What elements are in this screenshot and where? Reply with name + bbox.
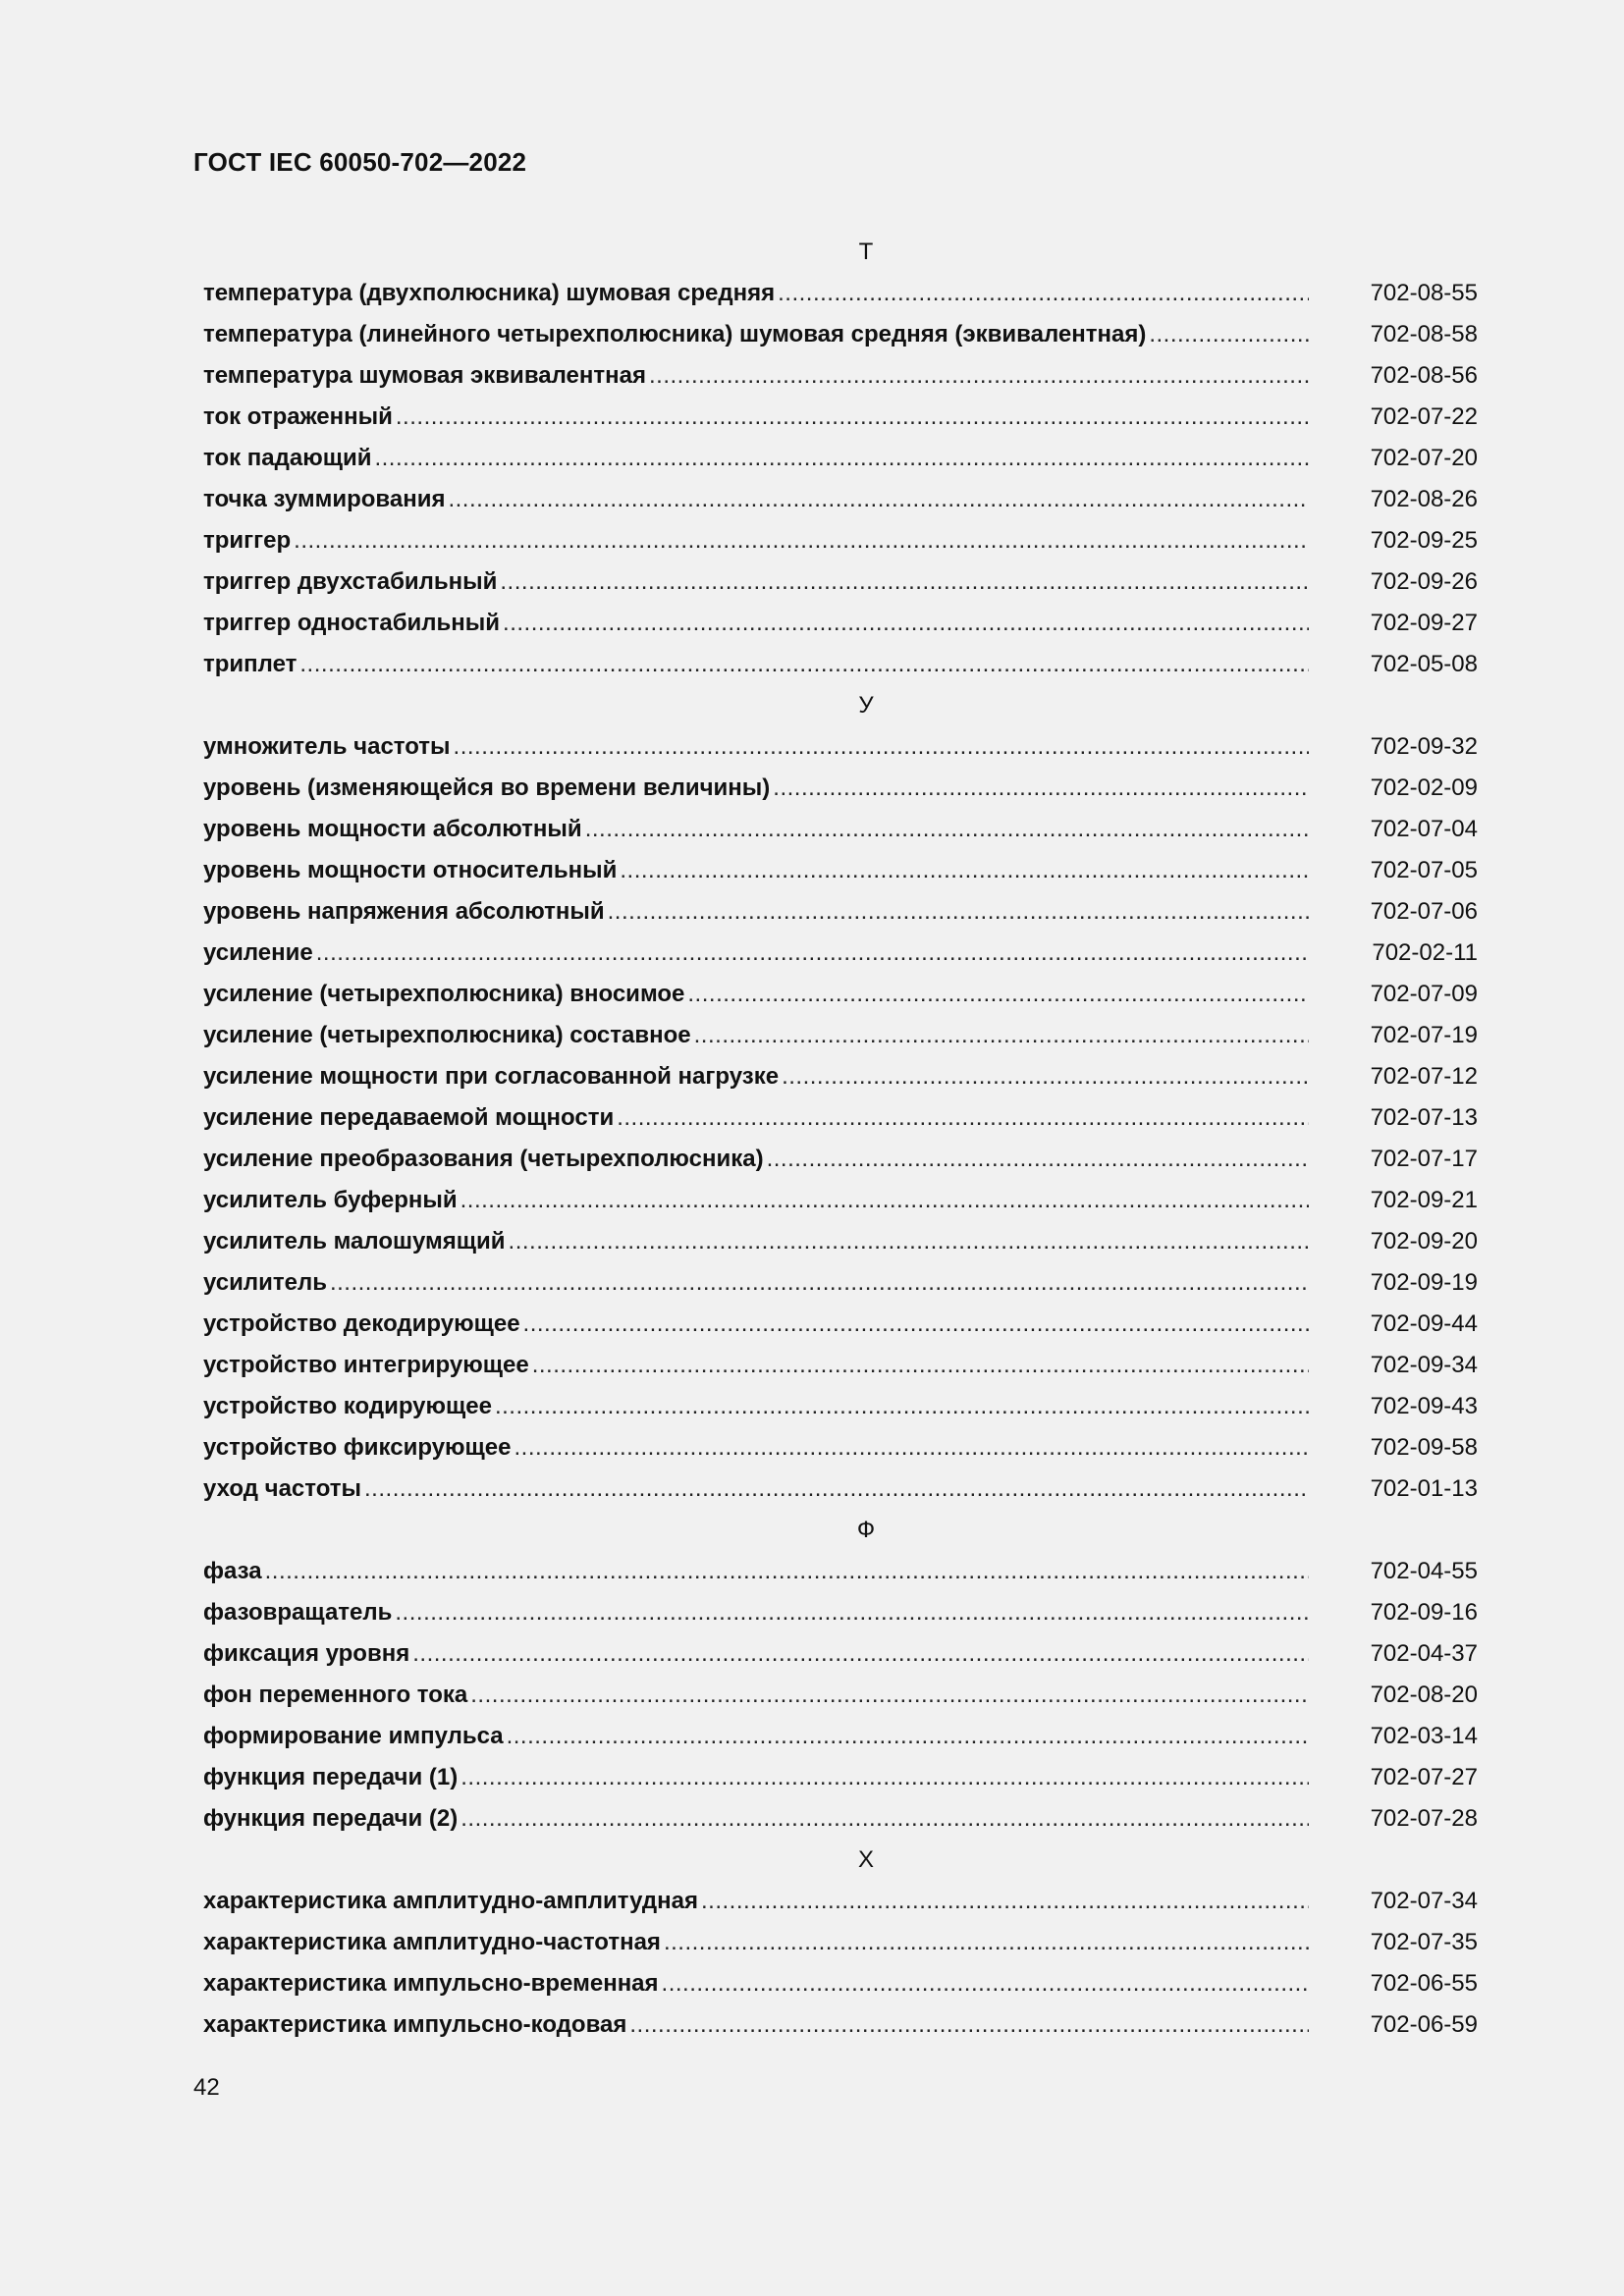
dot-leader: [460, 1180, 1309, 1221]
dot-leader: [701, 1881, 1309, 1922]
dot-leader: [495, 1386, 1309, 1427]
dot-leader: [294, 520, 1309, 561]
index-term: характеристика амплитудно-амплитудная: [203, 1888, 698, 1914]
index-entry: [203, 314, 1478, 355]
dot-leader: [500, 561, 1309, 603]
section-letter: Ф: [856, 1517, 876, 1543]
index-term: усилитель буферный: [203, 1187, 458, 1213]
dot-leader: [664, 1922, 1309, 1963]
index-term: уровень напряжения абсолютный: [203, 898, 605, 925]
dot-leader: [330, 1262, 1309, 1304]
dot-leader: [773, 768, 1309, 809]
index-entry: [203, 1056, 1478, 1097]
term-code: 702-02-09: [1370, 774, 1478, 801]
dot-leader: [532, 1345, 1309, 1386]
term-code: 702-03-14: [1370, 1723, 1478, 1749]
index-term: температура (двухполюсника) шумовая средняя: [203, 280, 776, 306]
index-term: триггер: [203, 527, 292, 554]
index-term: усилитель малошумящий: [203, 1228, 506, 1255]
index-term: фон переменного тока: [203, 1682, 468, 1708]
index-term: уровень (изменяющейся во времени величины): [203, 774, 771, 801]
term-code: 702-09-58: [1370, 1434, 1478, 1461]
dot-leader: [694, 1015, 1309, 1056]
index-term: фиксация уровня: [203, 1640, 410, 1667]
index-term: усиление: [203, 939, 313, 966]
index-entry: [203, 644, 1478, 685]
term-code: 702-09-32: [1370, 733, 1478, 760]
term-code: 702-02-11: [1372, 939, 1478, 966]
index-term: фаза: [203, 1558, 262, 1584]
dot-leader: [460, 1798, 1309, 1840]
term-code: 702-07-28: [1370, 1805, 1478, 1832]
index-entry: [203, 1097, 1478, 1139]
term-code: 702-06-55: [1370, 1970, 1478, 1997]
term-code: 702-07-35: [1370, 1929, 1478, 1955]
dot-leader: [608, 891, 1309, 933]
index-term: умножитель частоты: [203, 733, 451, 760]
index-term: триггер двухстабильный: [203, 568, 498, 595]
dot-leader: [629, 2004, 1309, 2046]
term-code: 702-09-27: [1370, 610, 1478, 636]
index-entry: [203, 1386, 1478, 1427]
alphabetical-index: [203, 232, 1478, 2046]
dot-leader: [396, 397, 1309, 438]
index-entry: [203, 768, 1478, 809]
index-term: уровень мощности абсолютный: [203, 816, 582, 842]
index-term: устройство кодирующее: [203, 1393, 492, 1419]
index-entry: [203, 1592, 1478, 1633]
dot-leader: [454, 726, 1309, 768]
dot-leader: [364, 1468, 1309, 1510]
index-entry: [203, 561, 1478, 603]
index-entry: [203, 1922, 1478, 1963]
dot-leader: [470, 1675, 1309, 1716]
index-entry: [203, 1139, 1478, 1180]
index-term: характеристика амплитудно-частотная: [203, 1929, 661, 1955]
index-entry: [203, 1633, 1478, 1675]
term-code: 702-07-20: [1370, 445, 1478, 471]
dot-leader: [507, 1716, 1309, 1757]
term-code: 702-07-05: [1370, 857, 1478, 883]
dot-leader: [460, 1757, 1309, 1798]
index-term: усиление мощности при согласованной нагрузке: [203, 1063, 780, 1090]
term-code: 702-04-55: [1370, 1558, 1478, 1584]
section-letter: Т: [858, 239, 874, 265]
term-code: 702-05-08: [1370, 651, 1478, 677]
dot-leader: [265, 1551, 1309, 1592]
index-term: устройство фиксирующее: [203, 1434, 512, 1461]
index-entry: [203, 479, 1478, 520]
term-code: 702-09-19: [1370, 1269, 1478, 1296]
term-code: 702-07-34: [1370, 1888, 1478, 1914]
dot-leader: [523, 1304, 1309, 1345]
index-entry: [203, 809, 1478, 850]
dot-leader: [514, 1427, 1309, 1468]
index-entry: [203, 273, 1478, 314]
term-code: 702-07-09: [1370, 981, 1478, 1007]
dot-leader: [778, 273, 1309, 314]
index-term: триплет: [203, 651, 298, 677]
index-entry: [203, 1963, 1478, 2004]
dot-leader: [299, 644, 1309, 685]
dot-leader: [374, 438, 1309, 479]
term-code: 702-07-22: [1370, 403, 1478, 430]
index-term: характеристика импульсно-временная: [203, 1970, 659, 1997]
term-code: 702-07-19: [1370, 1022, 1478, 1048]
index-term: температура шумовая эквивалентная: [203, 362, 646, 389]
index-term: ток отраженный: [203, 403, 393, 430]
index-term: усиление преобразования (четырехполюсника): [203, 1146, 764, 1172]
index-entry: [203, 1345, 1478, 1386]
index-term: ток падающий: [203, 445, 372, 471]
term-code: 702-08-58: [1370, 321, 1478, 347]
term-code: 702-09-16: [1370, 1599, 1478, 1626]
dot-leader: [585, 809, 1309, 850]
term-code: 702-08-20: [1370, 1682, 1478, 1708]
index-entry: [203, 891, 1478, 933]
index-entry: [203, 1468, 1478, 1510]
index-entry: [203, 603, 1478, 644]
document-header: ГОСТ IEC 60050-702—2022: [193, 147, 527, 177]
index-term: уход частоты: [203, 1475, 362, 1502]
term-code: 702-07-27: [1370, 1764, 1478, 1790]
index-entry: [203, 974, 1478, 1015]
term-code: 702-07-17: [1370, 1146, 1478, 1172]
term-code: 702-09-26: [1370, 568, 1478, 595]
index-entry: [203, 1180, 1478, 1221]
page-number: 42: [193, 2074, 220, 2101]
index-term: характеристика импульсно-кодовая: [203, 2011, 627, 2038]
index-entry: [203, 520, 1478, 561]
term-code: 702-09-25: [1370, 527, 1478, 554]
index-term: триггер одностабильный: [203, 610, 501, 636]
term-code: 702-06-59: [1370, 2011, 1478, 2038]
term-code: 702-08-55: [1370, 280, 1478, 306]
index-entry: [203, 397, 1478, 438]
dot-leader: [662, 1963, 1309, 2004]
index-entry: [203, 1757, 1478, 1798]
term-code: 702-07-13: [1370, 1104, 1478, 1131]
dot-leader: [687, 974, 1309, 1015]
index-entry: [203, 355, 1478, 397]
term-code: 702-08-56: [1370, 362, 1478, 389]
index-term: усилитель: [203, 1269, 327, 1296]
index-term: функция передачи (2): [203, 1805, 459, 1832]
term-code: 702-07-12: [1370, 1063, 1478, 1090]
dot-leader: [316, 933, 1309, 974]
dot-leader: [649, 355, 1309, 397]
index-entry: [203, 1304, 1478, 1345]
index-term: уровень мощности относительный: [203, 857, 618, 883]
term-code: 702-01-13: [1370, 1475, 1478, 1502]
index-term: устройство декодирующее: [203, 1310, 520, 1337]
dot-leader: [617, 1097, 1309, 1139]
index-term: точка зуммирования: [203, 486, 446, 512]
dot-leader: [412, 1633, 1309, 1675]
section-letter: Х: [857, 1846, 874, 1873]
term-code: 702-07-06: [1370, 898, 1478, 925]
index-entry: [203, 1675, 1478, 1716]
term-code: 702-09-21: [1370, 1187, 1478, 1213]
dot-leader: [448, 479, 1309, 520]
dot-leader: [782, 1056, 1309, 1097]
dot-leader: [620, 850, 1309, 891]
term-code: 702-08-26: [1370, 486, 1478, 512]
index-term: температура (линейного четырехполюсника) шумовая средняя (эквивалентная): [203, 321, 1147, 347]
term-code: 702-09-34: [1370, 1352, 1478, 1378]
index-term: формирование импульса: [203, 1723, 504, 1749]
index-entry: [203, 1881, 1478, 1922]
index-entry: [203, 933, 1478, 974]
index-entry: [203, 1716, 1478, 1757]
index-entry: [203, 1262, 1478, 1304]
dot-leader: [509, 1221, 1309, 1262]
dot-leader: [395, 1592, 1309, 1633]
index-term: функция передачи (1): [203, 1764, 459, 1790]
term-code: 702-09-43: [1370, 1393, 1478, 1419]
index-term: усиление передаваемой мощности: [203, 1104, 615, 1131]
index-term: фазовращатель: [203, 1599, 393, 1626]
index-entry: [203, 438, 1478, 479]
index-entry: [203, 1221, 1478, 1262]
index-term: устройство интегрирующее: [203, 1352, 529, 1378]
term-code: 702-04-37: [1370, 1640, 1478, 1667]
term-code: 702-09-20: [1370, 1228, 1478, 1255]
index-entry: [203, 850, 1478, 891]
index-term: усиление (четырехполюсника) вносимое: [203, 981, 685, 1007]
index-entry: [203, 726, 1478, 768]
index-term: усиление (четырехполюсника) составное: [203, 1022, 691, 1048]
index-entry: [203, 1551, 1478, 1592]
dot-leader: [1149, 314, 1309, 355]
index-entry: [203, 1427, 1478, 1468]
dot-leader: [767, 1139, 1309, 1180]
index-entry: [203, 1798, 1478, 1840]
index-entry: [203, 1015, 1478, 1056]
index-entry: [203, 2004, 1478, 2046]
section-letter: У: [858, 692, 874, 719]
term-code: 702-09-44: [1370, 1310, 1478, 1337]
dot-leader: [503, 603, 1309, 644]
term-code: 702-07-04: [1370, 816, 1478, 842]
